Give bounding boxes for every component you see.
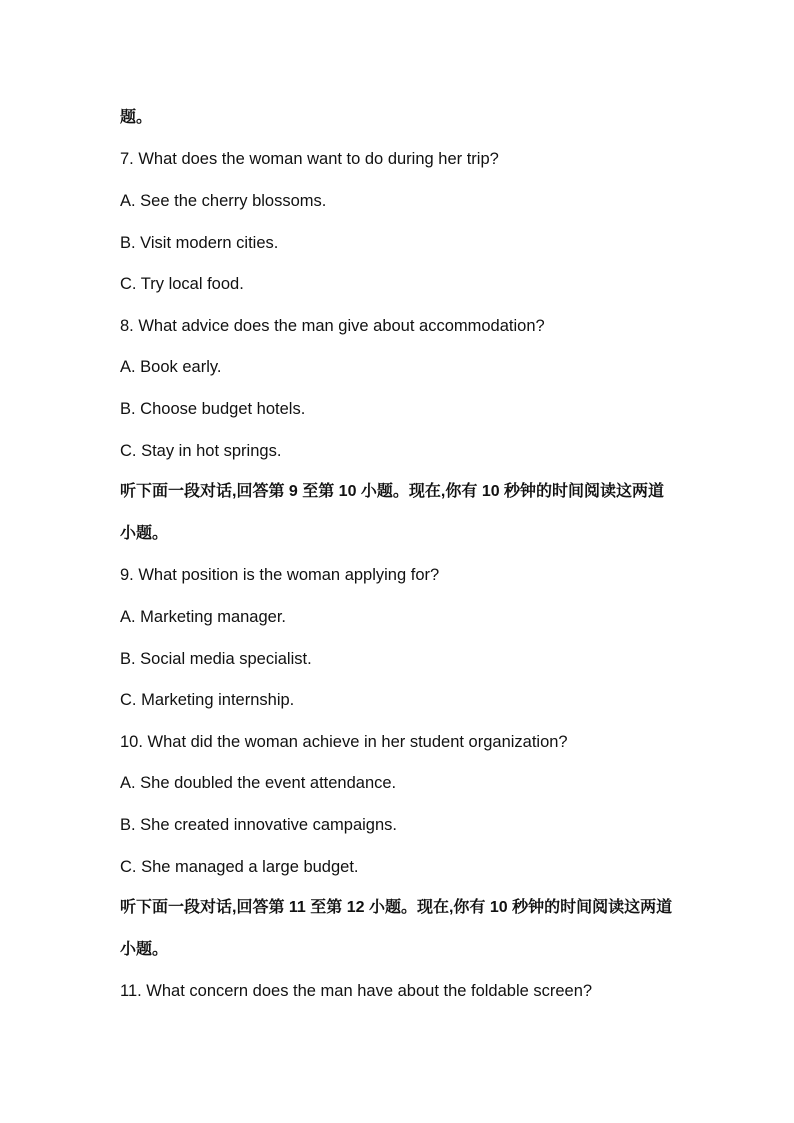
question-7: 7. What does the woman want to do during her trip? — [120, 150, 499, 168]
option-10c: C. She managed a large budget. — [120, 858, 359, 876]
instruction-line: 听下面一段对话,回答第 9 至第 10 小题。现在,你有 10 秒钟的时间阅读这两道 — [120, 483, 665, 500]
option-9c: C. Marketing internship. — [120, 691, 295, 709]
instruction-line: 题。 — [120, 109, 153, 126]
option-7b: B. Visit modern cities. — [120, 234, 279, 252]
question-10: 10. What did the woman achieve in her student organization? — [120, 733, 568, 751]
option-9a: A. Marketing manager. — [120, 608, 286, 626]
instruction-line: 听下面一段对话,回答第 11 至第 12 小题。现在,你有 10 秒钟的时间阅读这两道 — [120, 899, 673, 916]
option-9b: B. Social media specialist. — [120, 650, 312, 668]
option-8c: C. Stay in hot springs. — [120, 442, 282, 460]
instruction-line: 小题。 — [120, 525, 169, 542]
question-9: 9. What position is the woman applying for? — [120, 566, 440, 584]
instruction-line: 小题。 — [120, 941, 169, 958]
option-7c: C. Try local food. — [120, 275, 244, 293]
option-8a: A. Book early. — [120, 358, 222, 376]
question-11: 11. What concern does the man have about the foldable screen? — [120, 982, 593, 1000]
option-8b: B. Choose budget hotels. — [120, 400, 306, 418]
option-10b: B. She created innovative campaigns. — [120, 816, 397, 834]
option-7a: A. See the cherry blossoms. — [120, 192, 327, 210]
question-8: 8. What advice does the man give about accommodation? — [120, 317, 545, 335]
option-10a: A. She doubled the event attendance. — [120, 774, 397, 792]
